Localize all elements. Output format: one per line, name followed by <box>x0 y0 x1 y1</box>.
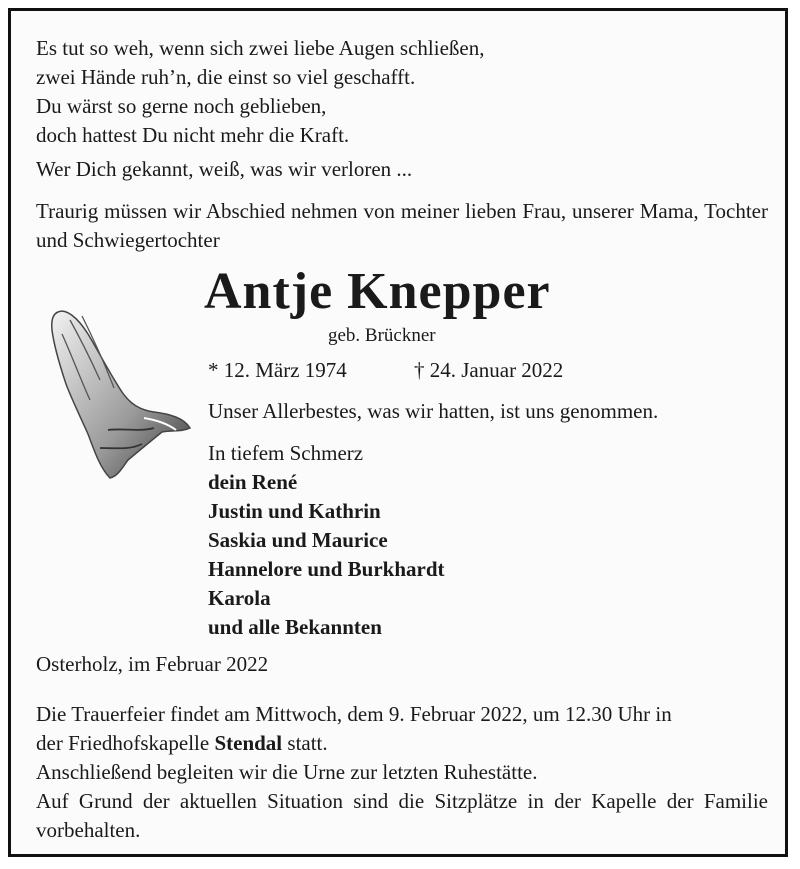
mourners <box>208 439 445 642</box>
mourner: Karola <box>208 586 271 610</box>
poem-line: zwei Hände ruh’n, die einst so viel geschafft. <box>36 65 416 89</box>
quote: Wer Dich gekannt, weiß, was wir verloren ... <box>36 157 413 181</box>
funeral-info <box>36 700 768 845</box>
poem-line: Es tut so weh, wenn sich zwei liebe Augen schließen, <box>36 36 485 60</box>
funeral-line: Die Trauerfeier findet am Mittwoch, dem 9. Februar 2022, um 12.30 Uhr in <box>36 702 672 726</box>
place-date: Osterholz, im Februar 2022 <box>36 652 269 676</box>
funeral-line: Auf Grund der aktuellen Situation sind die Sitzplätze in der Kapelle der Familie vorbehalten. <box>36 789 768 842</box>
mourner: und alle Bekannten <box>208 615 382 639</box>
epitaph: Unser Allerbestes, was wir hatten, ist uns genommen. <box>208 399 659 423</box>
poem-line: Du wärst so gerne noch geblieben, <box>36 94 327 118</box>
mourner: Saskia und Maurice <box>208 528 388 552</box>
funeral-line: Anschließend begleiten wir die Urne zur letzten Ruhestätte. <box>36 760 538 784</box>
praying-hands-icon <box>44 300 194 480</box>
death-date: † 24. Januar 2022 <box>414 358 564 382</box>
funeral-text: der Friedhofskapelle <box>36 731 215 755</box>
birth-name: geb. Brückner <box>328 325 436 346</box>
funeral-location: Stendal <box>214 731 283 755</box>
mourner: dein René <box>208 470 298 494</box>
mourner: Hannelore und Burkhardt <box>208 557 445 581</box>
mourners-intro: In tiefem Schmerz <box>208 441 364 465</box>
poem <box>36 34 484 150</box>
poem-line: doch hattest Du nicht mehr die Kraft. <box>36 123 350 147</box>
funeral-line <box>36 729 768 758</box>
mourner: Justin und Kathrin <box>208 499 381 523</box>
funeral-text: statt. <box>282 731 328 755</box>
birth-date: * 12. März 1974 <box>208 358 347 382</box>
deceased-name: Antje Knepper <box>204 263 551 320</box>
intro-text: Traurig müssen wir Abschied nehmen von meiner lieben Frau, unserer Mama, Tochter und Schwiegertochter <box>36 199 768 252</box>
